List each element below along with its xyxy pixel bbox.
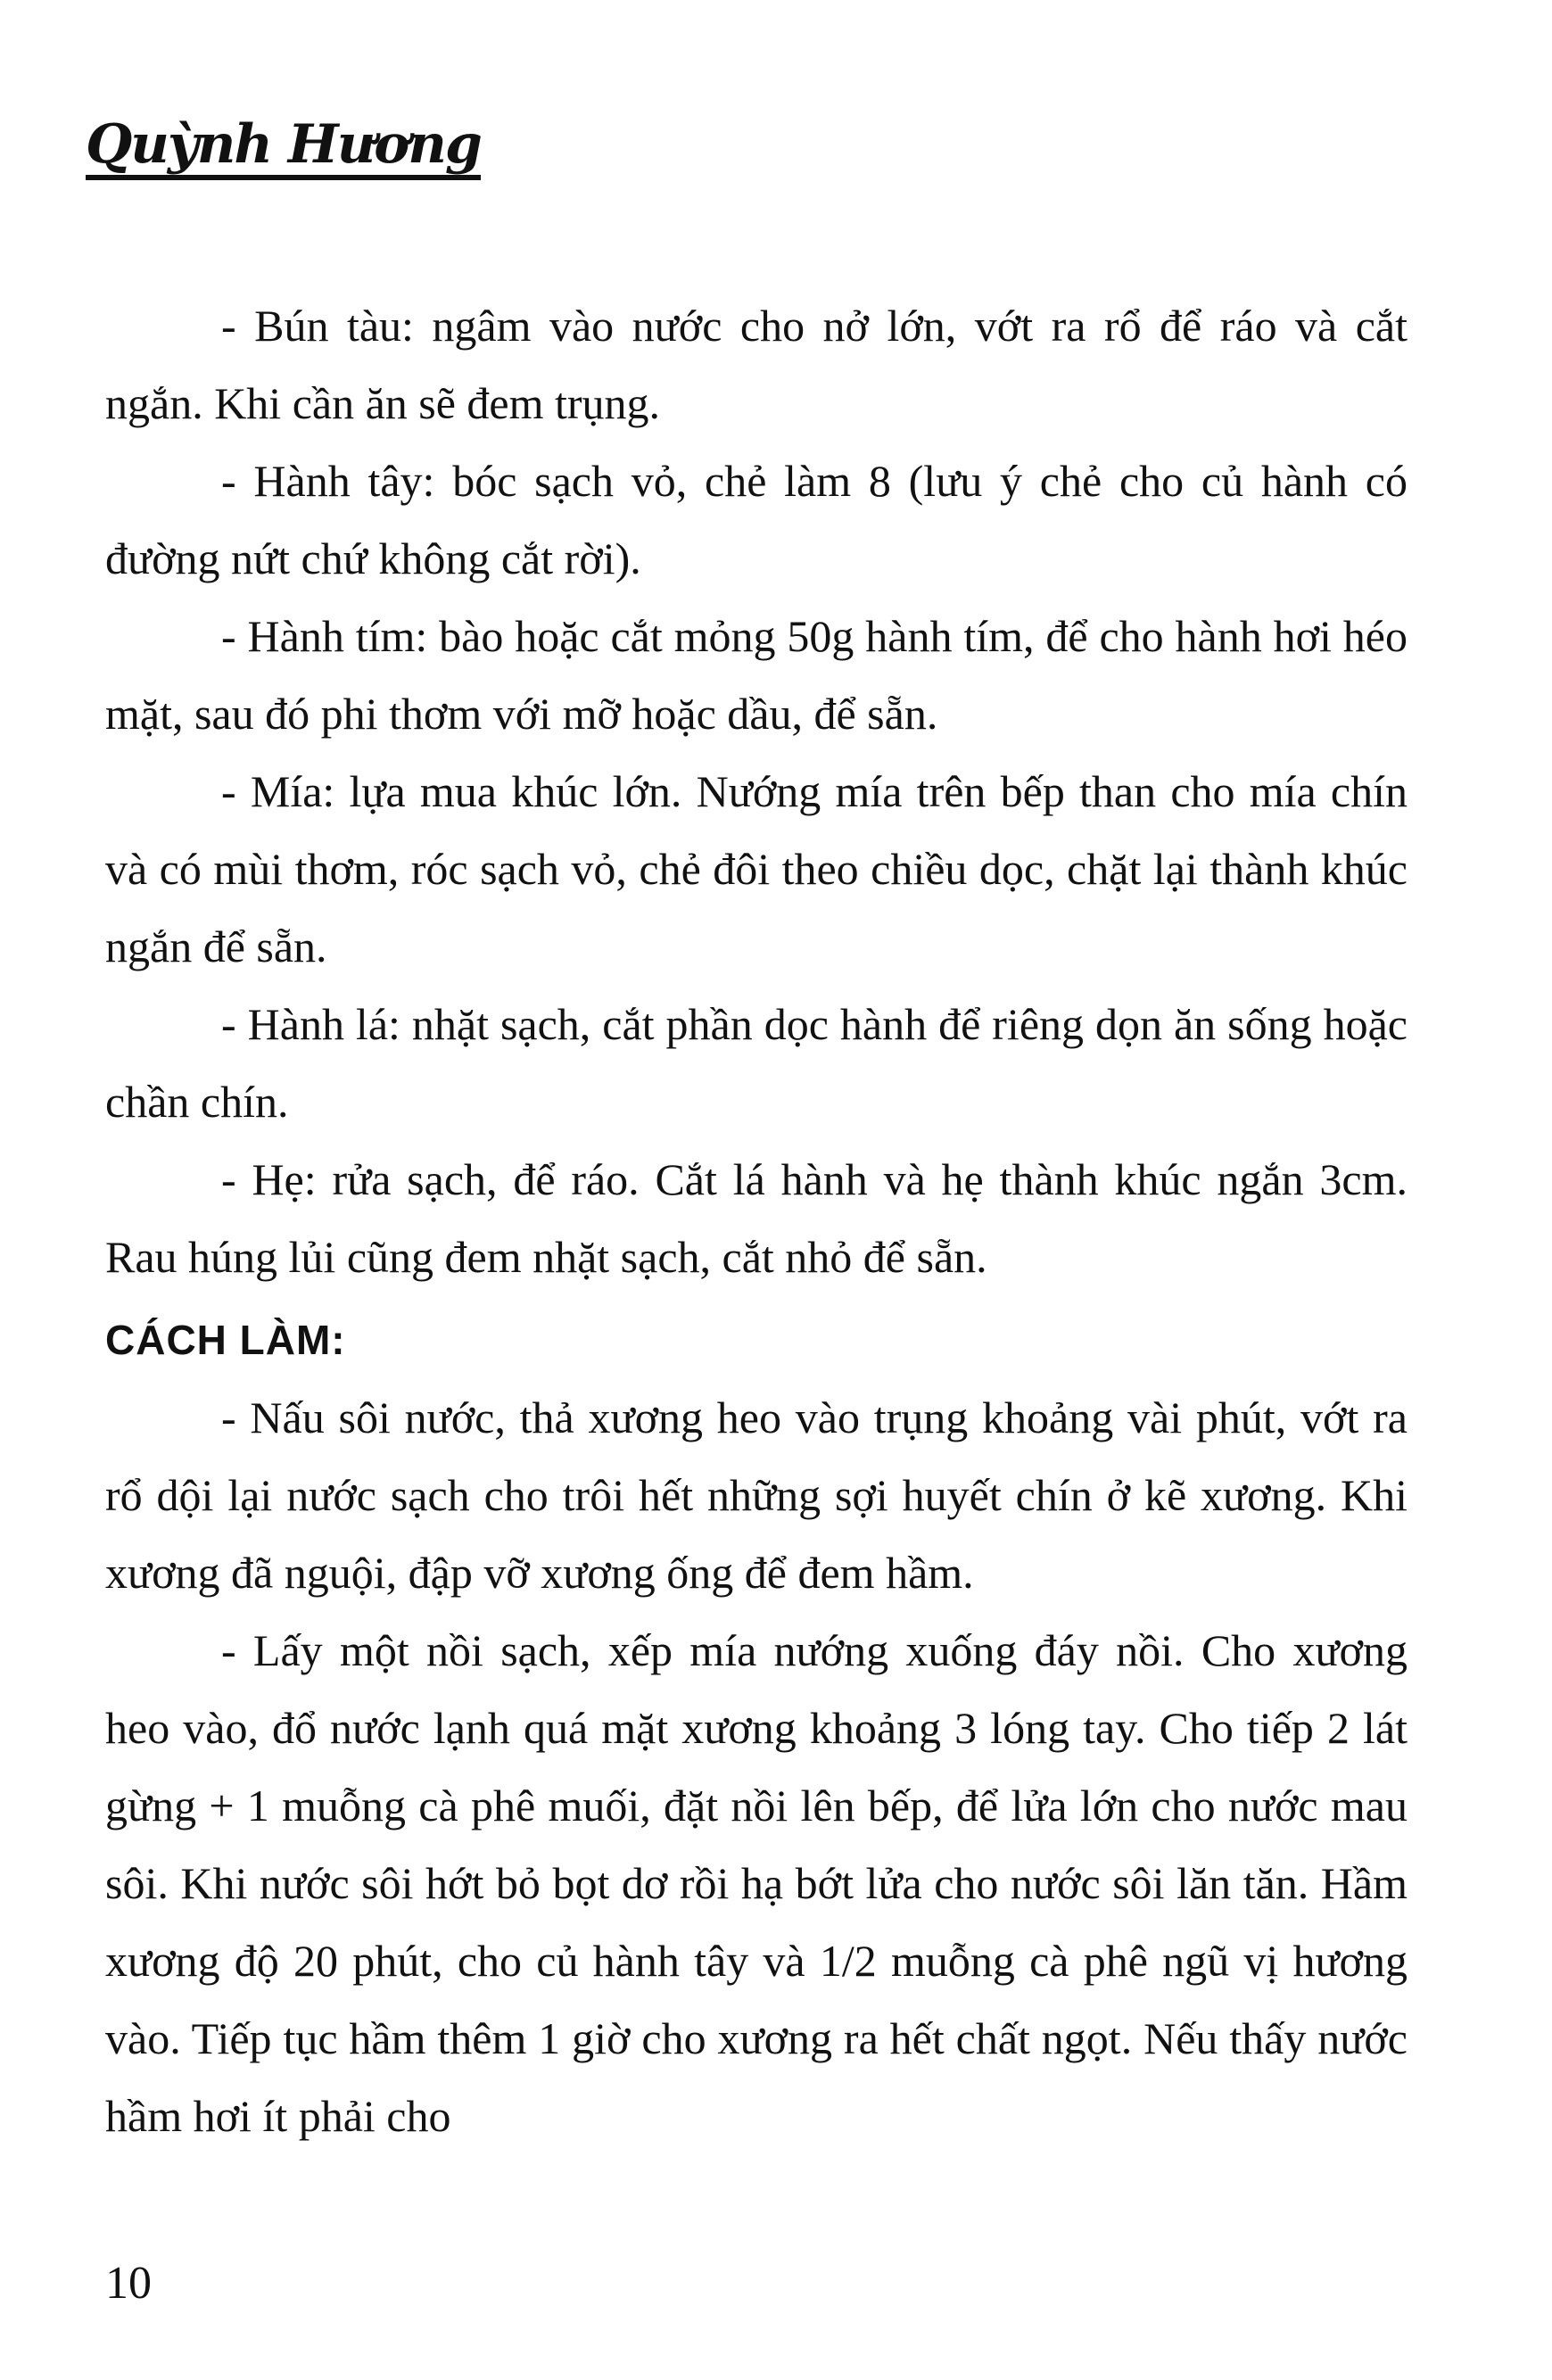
ingredient-paragraph: - Bún tàu: ngâm vào nước cho nở lớn, vớt ra rổ để ráo và cắt ngắn. Khi cần ăn sẽ đem trụng.: [105, 301, 1408, 428]
ingredient-paragraph: - Hành lá: nhặt sạch, cắt phần dọc hành để riêng dọn ăn sống hoặc chần chín.: [105, 999, 1408, 1127]
ingredient-paragraph: - Hẹ: rửa sạch, để ráo. Cắt lá hành và hẹ thành khúc ngắn 3cm. Rau húng lủi cũng đem nhặt sạch, cắt nhỏ để sẵn.: [105, 1154, 1408, 1282]
ingredient-paragraph: - Hành tây: bóc sạch vỏ, chẻ làm 8 (lưu ý chẻ cho củ hành có đường nứt chứ không cắt rời).: [105, 456, 1408, 583]
method-heading: CÁCH LÀM:: [105, 1317, 346, 1363]
ingredient-paragraph: - Hành tím: bào hoặc cắt mỏng 50g hành tím, để cho hành hơi héo mặt, sau đó phi thơm với mỡ hoặc dầu, để sẵn.: [105, 611, 1408, 739]
method-step-paragraph: - Nấu sôi nước, thả xương heo vào trụng khoảng vài phút, vớt ra rổ dội lại nước sạch cho trôi hết những sợi huyết chín ở kẽ xương. Khi xương đã nguội, đập vỡ xương ống để đem hầm.: [105, 1392, 1408, 1598]
running-header-author: Quỳnh Hương: [86, 118, 481, 180]
ingredient-paragraph: - Mía: lựa mua khúc lớn. Nướng mía trên bếp than cho mía chín và có mùi thơm, róc sạch vỏ, chẻ đôi theo chiều dọc, chặt lại thành khúc ngắn để sẵn.: [105, 766, 1408, 971]
method-step-paragraph: - Lấy một nồi sạch, xếp mía nướng xuống đáy nồi. Cho xương heo vào, đổ nước lạnh quá mặt xương khoảng 3 lóng tay. Cho tiếp 2 lát gừng + 1 muỗng cà phê muối, đặt nồi lên bếp, để lửa lớn cho nước mau sôi. Khi nước sôi hớt bỏ bọt dơ rồi hạ bớt lửa cho nước sôi lăn tăn. Hầm xương độ 20 phút, cho củ hành tây và 1/2 muỗng cà phê ngũ vị hương vào. Tiếp tục hầm thêm 1 giờ cho xương ra hết chất ngọt. Nếu thấy nước hầm hơi ít phải cho: [105, 1625, 1408, 2141]
page-body: [105, 287, 1408, 2155]
page-number: 10: [105, 2258, 152, 2309]
